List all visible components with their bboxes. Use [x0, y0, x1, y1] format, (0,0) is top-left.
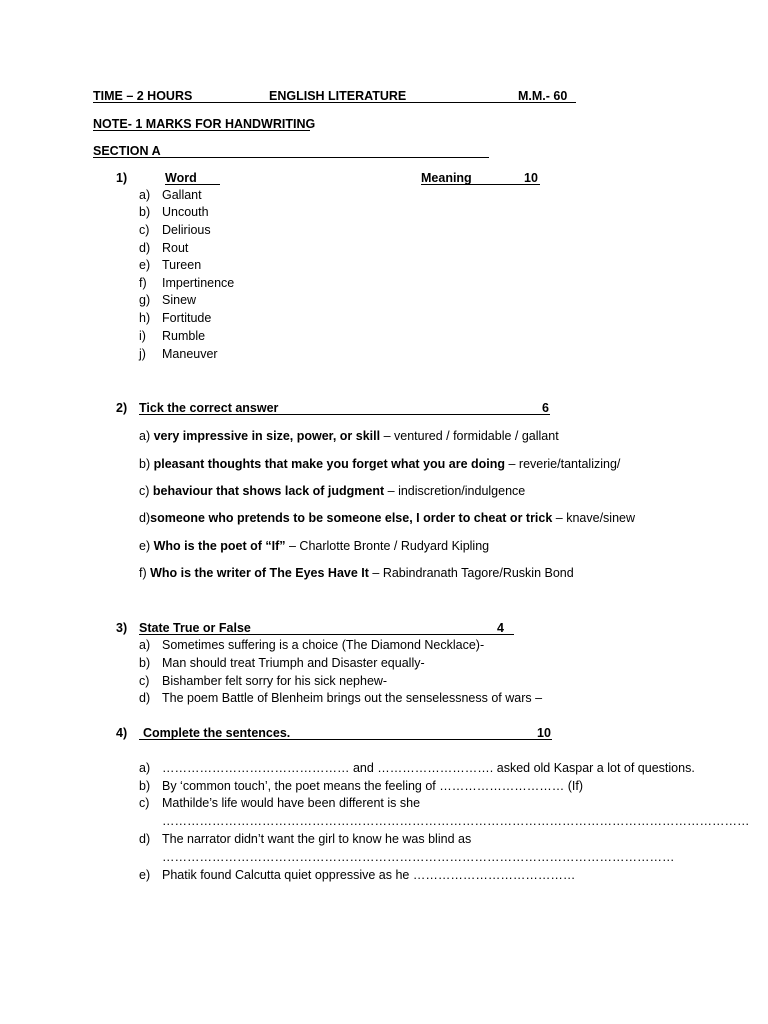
q2-item-a: a) very impressive in size, power, or skill – ventured / formidable / gallant [139, 429, 559, 443]
section-underline [93, 157, 489, 158]
q2-item-f: f) Who is the writer of The Eyes Have It – Rabindranath Tagore/Ruskin Bond [139, 566, 574, 580]
q1-marks: 10 [524, 171, 538, 185]
q4-underline [139, 739, 552, 740]
q1-word-underline [165, 184, 220, 185]
answer-dotted-line: …………………………………………………………………………………………………………………………… [162, 814, 750, 828]
q3-number: 3) [116, 621, 128, 635]
q2-underline [139, 414, 550, 415]
q1-meaning-header: Meaning [421, 171, 472, 185]
header-underline [93, 102, 576, 103]
q4-marks: 10 [537, 726, 551, 740]
note-underline [93, 130, 310, 131]
q4-number: 4) [116, 726, 128, 740]
time-label: TIME – 2 HOURS [93, 89, 193, 103]
handwriting-note: NOTE- 1 MARKS FOR HANDWRITING [93, 117, 316, 131]
q2-item-c: c) behaviour that shows lack of judgment – indiscretion/indulgence [139, 484, 526, 498]
subject-title: ENGLISH LITERATURE [269, 89, 407, 103]
q2-item-b: b) pleasant thoughts that make you forget what you are doing – reverie/tantalizing/ [139, 457, 621, 471]
q2-title: Tick the correct answer [139, 401, 279, 415]
q1-meaning-underline [421, 184, 540, 185]
answer-dotted-line: …………………………………………………………………………………………………………… [162, 850, 675, 864]
max-marks-label: M.M.- 60 [518, 89, 568, 103]
q1-number: 1) [116, 171, 128, 185]
q4-title: Complete the sentences. [143, 726, 291, 740]
q2-item-d: d)someone who pretends to be someone else, I order to cheat or trick – knave/sinew [139, 511, 635, 525]
q2-number: 2) [116, 401, 128, 415]
q2-marks: 6 [542, 401, 549, 415]
q1-word-header: Word [165, 171, 197, 185]
section-title: SECTION A [93, 144, 161, 158]
q3-underline [139, 634, 514, 635]
q3-title: State True or False [139, 621, 251, 635]
q2-item-e: e) Who is the poet of “If” – Charlotte Bronte / Rudyard Kipling [139, 539, 490, 553]
q3-marks: 4 [497, 621, 504, 635]
